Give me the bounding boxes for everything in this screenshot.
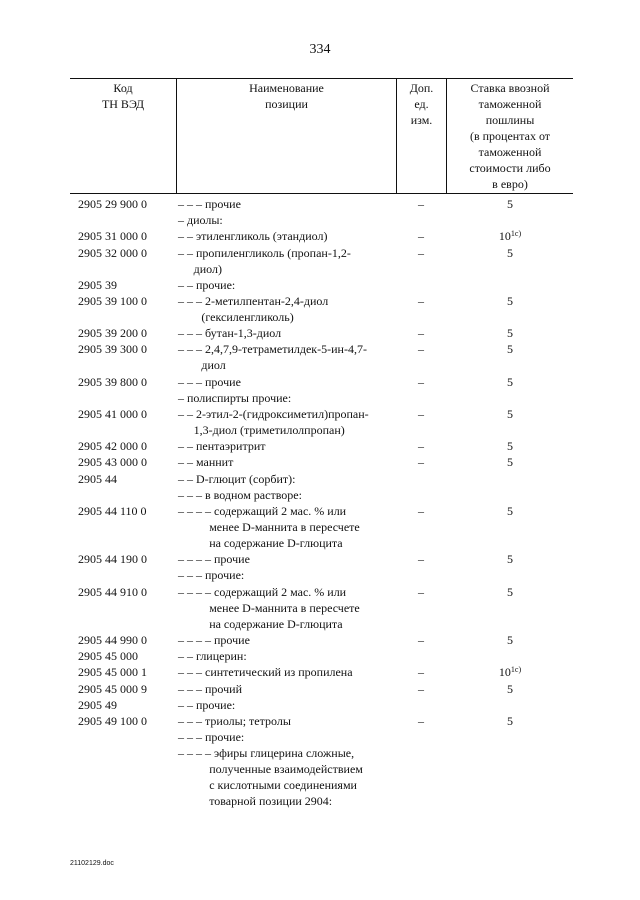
row-code: 2905 44 910 0	[78, 584, 147, 599]
header-unit: Доп. ед. изм.	[409, 81, 434, 127]
row-code: 2905 43 000 0	[78, 455, 147, 470]
row-code: 2905 39	[78, 277, 117, 292]
row-name	[178, 406, 396, 438]
row-rate-value: 5	[507, 713, 513, 728]
row-rate-value: 5	[507, 455, 513, 470]
row-code: 2905 39 800 0	[78, 374, 147, 389]
row-rate-value: 5	[507, 342, 513, 357]
row-unit: –	[418, 665, 424, 680]
row-name	[178, 374, 396, 390]
row-rate	[447, 713, 573, 729]
row-name	[178, 212, 396, 228]
row-rate	[447, 454, 573, 470]
row-name-line: – – – прочие:	[178, 568, 245, 583]
row-name-line: – – – прочие	[178, 374, 241, 389]
row-name	[178, 487, 396, 503]
row-rate-value: 5	[507, 633, 513, 647]
row-rate	[447, 341, 573, 357]
row-code: 2905 39 300 0	[78, 342, 147, 357]
row-code: 2905 45 000 1	[78, 665, 147, 680]
header-name: Наименование позиции	[249, 81, 324, 111]
row-name-line: диол)	[193, 261, 222, 276]
row-rate-value: 5	[507, 197, 513, 211]
row-name	[178, 503, 396, 551]
row-code: 2905 49	[78, 697, 117, 712]
row-rate	[447, 245, 573, 261]
row-rate	[447, 374, 573, 390]
row-name	[178, 196, 396, 212]
row-code: 2905 45 000 9	[78, 681, 147, 696]
row-name	[178, 648, 396, 664]
row-name	[178, 454, 396, 470]
row-rate-footnote: 1с)	[510, 229, 522, 239]
row-name-line: – – – 2,4,7,9-тетраметилдек-5-ин-4,7-	[178, 342, 367, 357]
row-name-line: – – пропиленгликоль (пропан-1,2-	[178, 245, 351, 260]
row-name-line: – – глицерин:	[178, 649, 247, 664]
row-name	[178, 438, 396, 454]
row-rate-value: 5	[507, 245, 513, 260]
row-rate-value: 10	[498, 229, 511, 244]
row-unit: –	[418, 229, 424, 244]
row-unit: –	[418, 245, 424, 260]
row-name-line: – – – – содержащий 2 мас. % или	[178, 503, 347, 518]
row-code: 2905 31 000 0	[78, 229, 147, 244]
row-unit: –	[418, 713, 424, 728]
row-unit: –	[418, 503, 424, 518]
row-name-line: – – – прочие:	[178, 729, 245, 744]
row-name-line: – – этиленгликоль (этандиол)	[178, 229, 328, 244]
row-rate	[447, 325, 573, 341]
row-rate-value: 10	[498, 665, 511, 680]
row-name	[178, 245, 396, 277]
row-name-line: менее D-маннита в пересчете	[209, 600, 360, 615]
row-name-line: – – – прочий	[178, 681, 242, 696]
row-name-line: (гексиленгликоль)	[201, 309, 294, 324]
row-rate-value: 5	[507, 374, 513, 389]
row-name	[178, 341, 396, 373]
header-code: Код ТН ВЭД	[101, 81, 145, 111]
row-name	[178, 729, 396, 745]
row-unit: –	[418, 406, 424, 421]
row-name	[178, 664, 396, 680]
row-unit: –	[418, 342, 424, 357]
row-unit: –	[418, 293, 424, 308]
row-code: 2905 44 190 0	[78, 552, 147, 567]
row-name-line: 1,3-диол (триметилолпропан)	[193, 422, 345, 437]
row-name-line: – – пентаэритрит	[178, 439, 266, 454]
row-rate-value: 5	[507, 584, 513, 599]
table-header-rule	[70, 193, 573, 194]
row-rate-value: 5	[507, 406, 513, 421]
row-rate	[447, 293, 573, 309]
row-unit: –	[418, 552, 424, 567]
row-name	[178, 228, 396, 244]
row-name	[178, 325, 396, 341]
row-name-line: диол	[201, 358, 226, 373]
row-unit: –	[418, 455, 424, 470]
row-rate-value: 5	[507, 681, 513, 696]
row-name-line: – – – прочие	[178, 197, 241, 211]
row-name	[178, 293, 396, 325]
row-rate	[447, 551, 573, 567]
row-rate	[447, 584, 573, 600]
row-unit: –	[418, 584, 424, 599]
row-code: 2905 44	[78, 471, 117, 486]
row-name	[178, 567, 396, 583]
row-name	[178, 745, 396, 809]
row-name	[178, 697, 396, 713]
row-name-line: – – – в водном растворе:	[178, 487, 302, 502]
row-code: 2905 44 990 0	[78, 633, 147, 647]
row-name-line: на содержание D-глюцита	[209, 535, 343, 550]
row-name	[178, 390, 396, 406]
row-code: 2905 41 000 0	[78, 406, 147, 421]
row-unit: –	[418, 633, 424, 647]
row-name-line: – – – синтетический из пропилена	[178, 665, 353, 680]
row-name-line: менее D-маннита в пересчете	[209, 519, 360, 534]
row-name-line: – – – – эфиры глицерина сложные,	[178, 746, 355, 761]
row-name	[178, 681, 396, 697]
row-name-line: – – прочие:	[178, 277, 236, 292]
row-name-line: – – – 2-метилпентан-2,4-диол	[178, 293, 329, 308]
header-rate: Ставка ввозной таможенной пошлины (в процентах от таможенной стоимости либо в евро)	[469, 81, 551, 191]
row-rate	[447, 681, 573, 697]
row-unit: –	[418, 439, 424, 454]
row-name-line: – – – – прочие	[178, 633, 250, 647]
row-rate-value: 5	[507, 552, 513, 567]
row-rate	[447, 503, 573, 519]
row-name	[178, 584, 396, 632]
row-name-line: – – – триолы; тетролы	[178, 713, 291, 728]
row-unit: –	[418, 197, 424, 211]
row-code: 2905 45 000	[78, 649, 138, 664]
row-name	[178, 277, 396, 293]
row-name	[178, 632, 396, 648]
row-name	[178, 713, 396, 729]
row-rate	[447, 438, 573, 454]
row-rate-value: 5	[507, 326, 513, 341]
row-name	[178, 551, 396, 567]
row-name-line: – – маннит	[178, 455, 234, 470]
page-number: 334	[309, 42, 331, 57]
row-rate	[447, 406, 573, 422]
table-top-rule	[70, 78, 573, 79]
row-code: 2905 42 000 0	[78, 439, 147, 454]
row-name-line: – – – бутан-1,3-диол	[178, 326, 282, 341]
row-name-line: – – – – прочие	[178, 552, 250, 567]
row-rate-value: 5	[507, 439, 513, 454]
row-name-line: – диолы:	[178, 213, 223, 228]
row-rate	[447, 196, 573, 212]
row-name-line: на содержание D-глюцита	[209, 616, 343, 631]
row-unit: –	[418, 326, 424, 341]
row-name	[178, 471, 396, 487]
row-name-line: – – прочие:	[178, 697, 236, 712]
row-name-line: с кислотными соединениями	[209, 778, 357, 793]
row-rate-value: 5	[507, 293, 513, 308]
row-rate-value: 5	[507, 503, 513, 518]
row-name-line: товарной позиции 2904:	[209, 794, 333, 809]
row-code: 2905 44 110 0	[78, 503, 147, 518]
row-rate	[447, 632, 573, 648]
row-code: 2905 39 100 0	[78, 293, 147, 308]
row-rate	[447, 228, 573, 244]
row-name-line: – – D-глюцит (сорбит):	[178, 471, 296, 486]
row-name-line: – – 2-этил-2-(гидроксиметил)пропан-	[178, 406, 369, 421]
row-code: 2905 29 900 0	[78, 197, 147, 211]
row-code: 2905 32 000 0	[78, 245, 147, 260]
row-name-line: полученные взаимодействием	[209, 762, 363, 777]
row-name-line: – – – – содержащий 2 мас. % или	[178, 584, 347, 599]
row-unit: –	[418, 681, 424, 696]
row-name-line: – полиспирты прочие:	[178, 390, 292, 405]
row-code: 2905 39 200 0	[78, 326, 147, 341]
row-code: 2905 49 100 0	[78, 713, 147, 728]
footer-filename: 21102129.doc	[70, 860, 114, 867]
row-rate-footnote: 1с)	[510, 665, 522, 675]
row-unit: –	[418, 374, 424, 389]
row-rate	[447, 664, 573, 680]
